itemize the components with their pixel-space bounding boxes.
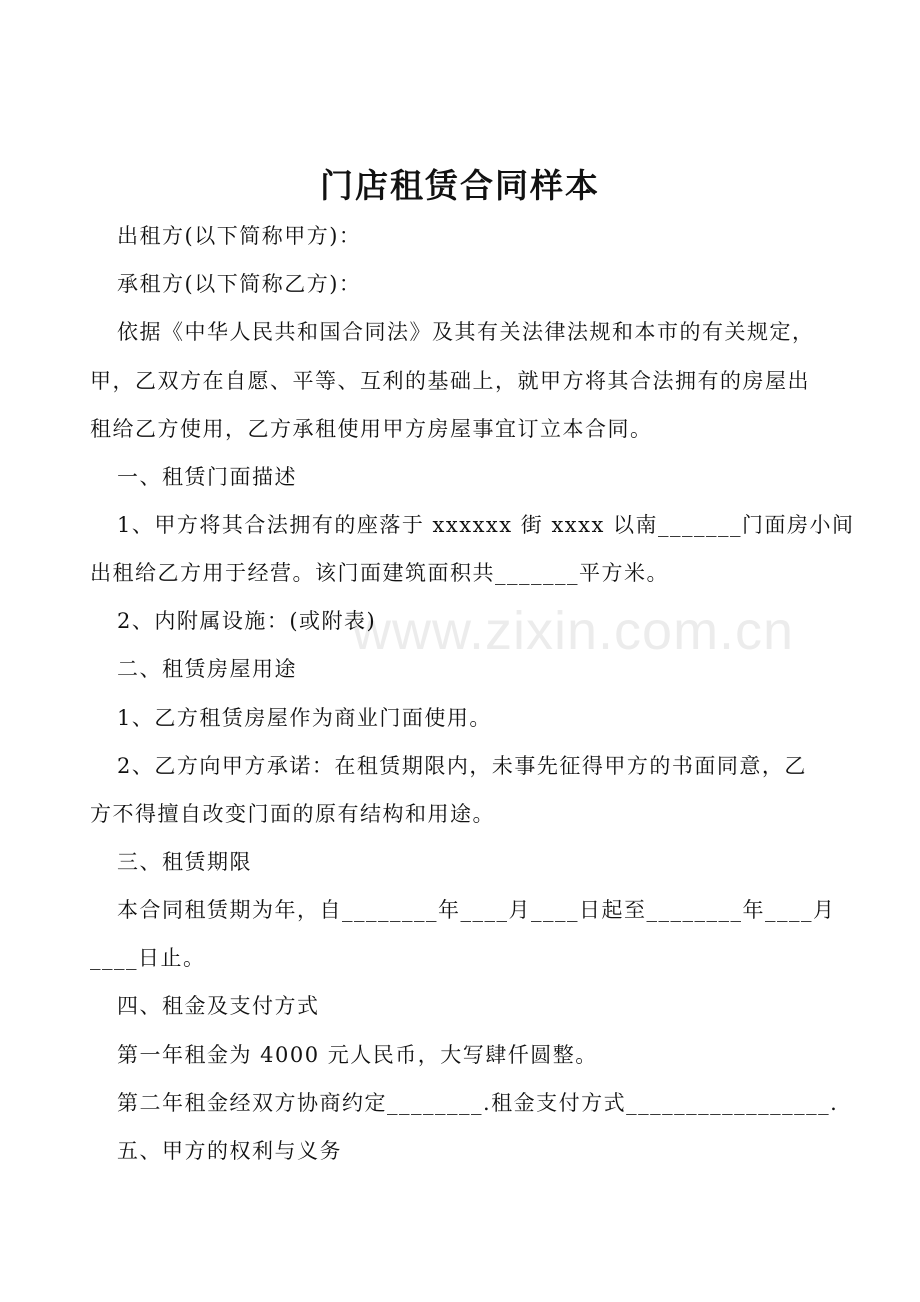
section-2-heading: 二、租赁房屋用途: [117, 657, 297, 681]
clause-2-2-line-2: 方不得擅自改变门面的原有结构和用途。: [90, 802, 495, 826]
section-5-heading: 五、甲方的权利与义务: [117, 1139, 342, 1163]
preamble-line-1: 依据《中华人民共和国合同法》及其有关法律法规和本市的有关规定，: [117, 320, 815, 344]
clause-2-1: 1、乙方租赁房屋作为商业门面使用。: [117, 706, 492, 730]
clause-2-2-line-1: 2、乙方向甲方承诺：在租赁期限内，未事先征得甲方的书面同意，乙: [117, 754, 807, 778]
section-1-heading: 一、租赁门面描述: [117, 465, 297, 489]
clause-1-1-line-2: 出租给乙方用于经营。该门面建筑面积共_______平方米。: [90, 561, 669, 585]
rent-second-year: 第二年租金经双方协商约定________.租金支付方式_________________.: [117, 1091, 839, 1115]
watermark: www.zixin.com.cn: [352, 601, 795, 661]
lessee-line: 承租方(以下简称乙方)：: [117, 272, 362, 296]
document-title: 门店租赁合同样本: [320, 166, 600, 205]
preamble-line-3: 租给乙方使用，乙方承租使用甲方房屋事宜订立本合同。: [90, 417, 653, 441]
clause-1-1-line-1: 1、甲方将其合法拥有的座落于 xxxxxx 街 xxxx 以南_______门面房小间: [117, 513, 855, 537]
section-4-heading: 四、租金及支付方式: [117, 994, 320, 1018]
lessor-line: 出租方(以下简称甲方)：: [117, 224, 362, 248]
section-3-heading: 三、租赁期限: [117, 850, 252, 874]
lease-term-line-1: 本合同租赁期为年，自________年____月____日起至________年____月: [117, 898, 836, 922]
rent-first-year: 第一年租金为 4000 元人民币，大写肆仟圆整。: [117, 1043, 598, 1067]
clause-1-2: 2、内附属设施：(或附表): [117, 609, 377, 633]
lease-term-line-2: ____日止。: [90, 946, 206, 970]
preamble-line-2: 甲，乙双方在自愿、平等、互利的基础上，就甲方将其合法拥有的房屋出: [90, 369, 810, 393]
